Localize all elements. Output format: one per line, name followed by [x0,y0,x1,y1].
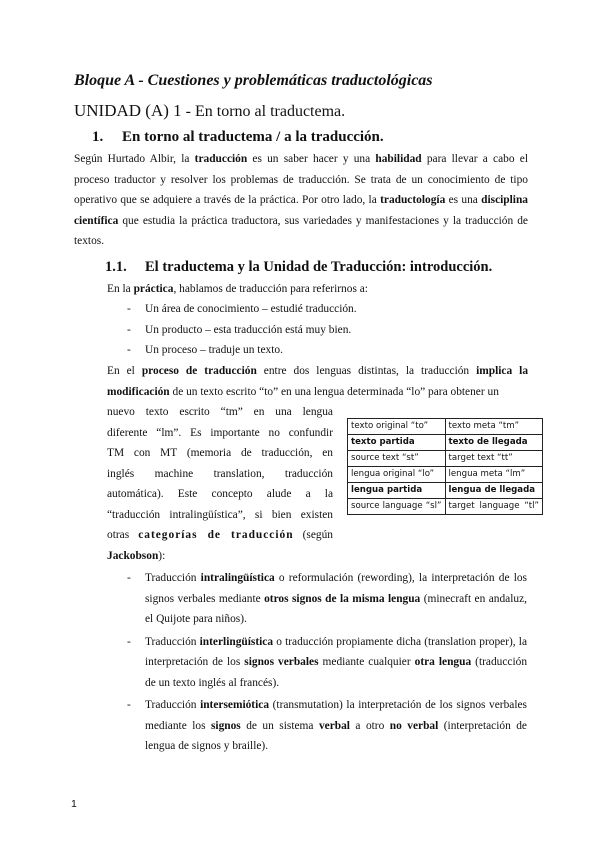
table-row [348,435,543,451]
bold-run: proceso de traducción [141,365,257,377]
list-item [127,340,527,361]
text-run: Traducción [145,572,201,584]
text-line: inglés machine translation, traducción [107,467,333,480]
table-cell: source language “sl” [348,499,446,515]
text-line: automática). Este concepto alude a la [107,488,333,500]
text-line [107,546,333,567]
dash-bullet: - [127,572,131,584]
list-item [127,320,527,341]
categorias-list [127,568,527,757]
page-number: 1 [71,798,77,810]
list-item-text: Un área de conocimiento – estudié traducción. [145,303,357,315]
text-run: (según [293,529,334,541]
bold-run: otra lengua [414,656,472,668]
table-cell: lengua partida [348,483,446,499]
section-1-1-heading [105,259,492,276]
intro-paragraph [74,149,528,252]
list-item [127,299,527,320]
practica-paragraph [107,279,527,300]
text-run: para llevar a cabo el proceso traductor y resolver los problemas de traducción. Se trata de un conocimiento de tipo operativo que se adquiere a través de la práctica. Por otro lado, la [74,153,528,206]
unit-label: UNIDAD (A) 1 [74,101,182,120]
bold-run: otros signos de la misma lengua [264,592,421,605]
text-run: (minecraft en andaluz, el Quijote para niños). [145,592,527,625]
bold-run: signos verbales [244,656,319,668]
table-cell: texto partida [348,435,446,451]
text-run: otras [107,529,139,541]
list-item [127,568,527,630]
unit-title [74,101,345,121]
terminology-table [347,418,543,515]
table-row [348,483,543,499]
section-1-title: En torno al traductema / a la traducción. [122,129,384,145]
bold-run: intersemiótica [200,699,270,711]
text-run: , hablamos de traducción para referirnos a: [173,283,368,295]
text-run: a otro [349,719,390,732]
section-1-1-title: El traductema y la Unidad de Traducción: introducción. [145,259,493,275]
list-item [127,632,527,694]
text-run: mediante cualquier [318,656,415,668]
table-cell: lengua de llegada [445,483,543,499]
dash-bullet: - [127,303,131,315]
bold-run: habilidad [375,153,422,165]
text-run: Traducción [145,635,200,648]
practica-list [127,299,527,361]
text-run: que estudia la práctica traductora, sus variedades y manifestaciones y la traducción de textos. [74,214,528,247]
bold-run: traducción [194,153,248,165]
unit-subtitle: - En torno al traductema. [181,103,346,120]
table-cell: texto de llegada [445,435,543,451]
text-run: Traducción [145,699,201,711]
bold-run: verbal [318,719,350,732]
table-cell: source text “st” [348,451,446,467]
bold-run: interlingüística [199,635,274,648]
table-cell: lengua original “lo” [348,467,446,483]
section-1-1-number: 1.1. [105,259,127,275]
text-run: En la [107,283,134,295]
table-row [348,419,543,435]
bold-run: implica la modificación [107,365,529,398]
text-run: entre dos lenguas distintas, la traducción [256,365,477,377]
bold-run: disciplina científica [74,194,528,227]
proceso-narrow-column [107,402,333,566]
list-item-text: Un producto – esta traducción está muy bien. [145,323,352,336]
table-cell: target language “tl” [445,499,543,515]
text-run: (interpretación de lengua de signos y braille). [145,719,527,752]
text-run: es una [445,194,482,206]
dash-bullet: - [127,635,131,648]
table-row [348,451,543,467]
table-row [348,499,543,515]
table-cell: texto meta “tm” [445,419,543,435]
dash-bullet: - [127,344,131,356]
bold-run: intralingüística [200,572,275,584]
section-1-heading [92,129,384,146]
dash-bullet: - [127,323,131,336]
table-cell: lengua meta “lm” [445,467,543,483]
text-run: (transmutation) la interpretación de los signos verbales mediante los [145,699,527,732]
list-item [127,695,527,757]
text-line [107,525,333,546]
text-line: diferente “lm”. Es importante no confundir [107,426,333,439]
block-title: Bloque A - Cuestiones y problemáticas traductológicas [74,72,433,89]
table-cell: texto original “to” [348,419,446,435]
text-run: de un sistema [240,719,319,732]
bold-run: no verbal [389,719,439,732]
table-row [348,467,543,483]
bold-run: Jackobson [107,549,159,562]
list-item-text: Un proceso – traduje un texto. [145,344,283,356]
text-run: (traducción de un texto inglés al francés). [145,656,528,689]
text-run: ): [158,549,166,562]
text-line: TM con MT (memoria de traducción, en [107,447,333,459]
text-line: nuevo texto escrito “tm” en una lengua [107,406,333,418]
dash-bullet: - [127,699,131,711]
table-cell: target text “tt” [445,451,543,467]
text-line: “traducción intralingüística”, si bien existen [107,508,333,521]
text-run: Según Hurtado Albir, la [74,153,195,165]
bold-run: signos [210,719,241,732]
bold-run: traductología [380,194,446,206]
text-run: o traducción propiamente dicha (translation proper), la interpretación de los [145,635,528,668]
text-run: o reformulación (rewording), la interpretación de los signos verbales mediante [145,572,527,605]
bold-run: práctica [133,283,174,295]
text-run: de un texto escrito “to” en una lengua determinada “lo” para obtener un [169,385,499,398]
section-1-number: 1. [92,129,104,145]
bold-run: categorías de traducción [138,529,294,541]
text-run: es un saber hacer y una [247,153,376,165]
proceso-paragraph [107,361,528,402]
text-run: En el [107,365,142,377]
